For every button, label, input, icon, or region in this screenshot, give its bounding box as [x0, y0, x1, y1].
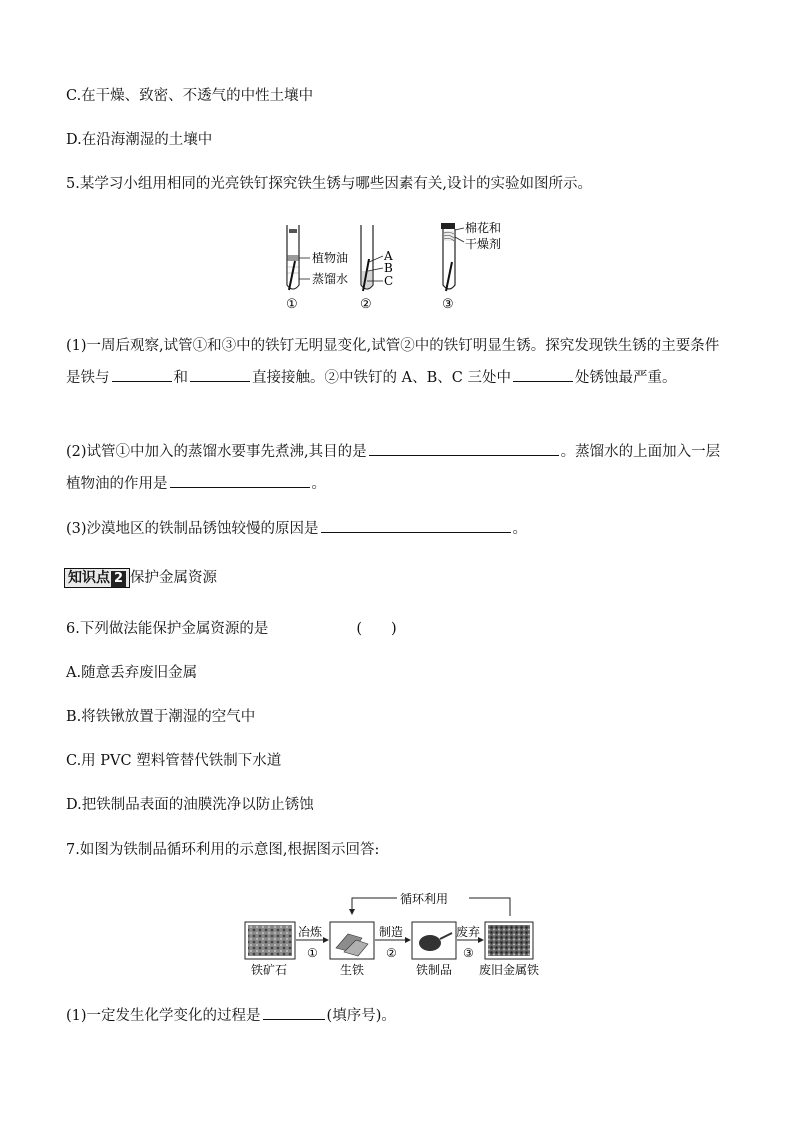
label-iron-product: 铁制品 — [416, 963, 453, 977]
q5-part2: (2)试管①中加入的蒸馏水要事先煮沸,其目的是 。蒸馏水的上面加入一层植物油的作用是 。 — [66, 436, 730, 500]
label-step-smelt: 冶炼 — [298, 925, 323, 939]
q7-stem: 7.如图为铁制品循环利用的示意图,根据图示回答: — [66, 842, 380, 858]
blank-5-1a[interactable] — [112, 365, 172, 382]
tube-number-2: ② — [360, 297, 372, 312]
q5-test-tube-figure — [270, 215, 530, 315]
label-a: A — [384, 249, 393, 263]
q6-stem: 6.下列做法能保护金属资源的是 ( ) — [66, 621, 397, 637]
blank-7-1[interactable] — [263, 1003, 325, 1020]
label-oil: 植物油 — [312, 251, 349, 265]
answer-paren[interactable]: ( ) — [356, 621, 397, 637]
q4-option-d: D.在沿海潮湿的土壤中 — [66, 132, 213, 148]
q6-option-b: B.将铁锹放置于潮湿的空气中 — [66, 709, 256, 725]
label-water: 蒸馏水 — [312, 272, 349, 286]
tube-number-3: ③ — [442, 297, 454, 312]
q5-stem: 5.某学习小组用相同的光亮铁钉探究铁生锈与哪些因素有关,设计的实验如图所示。 — [66, 176, 592, 192]
label-pig-iron: 生铁 — [340, 963, 365, 977]
label-cotton-line2: 干燥剂 — [465, 237, 502, 251]
blank-5-2a[interactable] — [369, 439, 559, 456]
test-tube-2 — [361, 225, 383, 291]
label-step-1: ① — [307, 946, 318, 960]
test-tube-1 — [287, 225, 310, 290]
q7-part1: (1)一定发生化学变化的过程是 (填序号)。 — [66, 1003, 396, 1026]
label-b: B — [384, 261, 393, 275]
label-cotton-line1: 棉花和 — [465, 221, 502, 235]
label-step-3: ③ — [463, 946, 474, 960]
q7-recycle-flow-figure — [240, 886, 552, 982]
tube-number-1: ① — [286, 297, 298, 312]
blank-5-3[interactable] — [321, 516, 511, 533]
test-tube-3 — [441, 223, 464, 291]
q4-option-c: C.在干燥、致密、不透气的中性土壤中 — [66, 88, 314, 104]
label-cycle: 循环利用 — [400, 892, 449, 906]
blank-5-1c[interactable] — [513, 365, 573, 382]
knowledge-point-badge: 知识点 2 — [64, 568, 130, 588]
label-step-2: ② — [386, 946, 397, 960]
q6-option-c: C.用 PVC 塑料管替代铁制下水道 — [66, 753, 282, 769]
blank-5-2b[interactable] — [170, 471, 310, 488]
label-c: C — [384, 274, 394, 288]
label-step-make: 制造 — [379, 925, 404, 939]
knowledge-point-title: 保护金属资源 — [130, 570, 218, 586]
label-iron-ore: 铁矿石 — [251, 963, 288, 977]
blank-5-1b[interactable] — [190, 365, 250, 382]
q5-part3: (3)沙漠地区的铁制品锈蚀较慢的原因是 。 — [66, 513, 730, 545]
knowledge-point-2-heading — [64, 568, 217, 588]
q6-option-d: D.把铁制品表面的油膜洗净以防止锈蚀 — [66, 797, 314, 813]
q6-option-a: A.随意丢弃废旧金属 — [66, 665, 198, 681]
label-step-discard: 废弃 — [456, 925, 481, 939]
label-scrap-iron: 废旧金属铁 — [479, 963, 540, 977]
q5-part1: (1)一周后观察,试管①和③中的铁钉无明显变化,试管②中的铁钉明显生锈。探究发现铁生锈的主要条件是铁与 和 直接接触。②中铁钉的 A、B、C 三处中 处锈蚀最严重。 — [66, 338, 720, 386]
